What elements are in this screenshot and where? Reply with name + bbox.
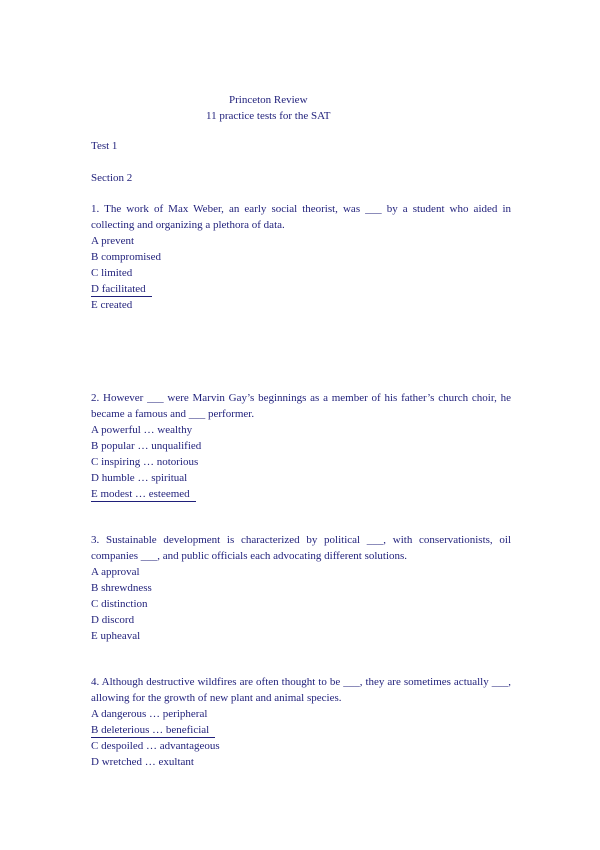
answer-marker: B deleterious … beneficial [91, 723, 215, 738]
option-b: B compromised [91, 251, 161, 263]
option-b: B shrewdness [91, 582, 152, 594]
question-text: 3. Sustainable development is characterized by political ___, with conservationists, oil companies ___, and public officials each advocating different solutions. [91, 534, 511, 562]
option-c: C distinction [91, 598, 148, 610]
option-c: C despoiled … advantageous [91, 740, 220, 752]
header-title: Princeton Review [229, 94, 308, 106]
test-label: Test 1 [91, 140, 118, 152]
header-subtitle: 11 practice tests for the SAT [206, 110, 331, 122]
option-c: C inspiring … notorious [91, 456, 199, 468]
option-d: D discord [91, 614, 135, 626]
option-a: A approval [91, 566, 140, 578]
question-text: 1. The work of Max Weber, an early social theorist, was ___ by a student who aided in collecting and organizing a plethora of data. [91, 203, 511, 231]
option-e: E created [91, 299, 133, 311]
option-e-selected [91, 486, 511, 502]
question-1 [91, 201, 511, 313]
option-b: B popular … unqualified [91, 440, 202, 452]
option-d-selected [91, 281, 511, 297]
question-text: 4. Although destructive wildfires are often thought to be ___, they are sometimes actually ___, allowing for the growth of new plant and animal species. [91, 676, 511, 704]
option-a: A dangerous … peripheral [91, 708, 208, 720]
section-label: Section 2 [91, 172, 133, 184]
question-2 [91, 390, 511, 502]
option-d: D wretched … exultant [91, 756, 194, 768]
answer-marker: D facilitated [91, 282, 152, 297]
option-e: E upheaval [91, 630, 141, 642]
option-c: C limited [91, 267, 133, 279]
option-a: A prevent [91, 235, 135, 247]
option-b-selected [91, 722, 511, 738]
question-3 [91, 532, 511, 644]
answer-marker: E modest … esteemed [91, 487, 196, 502]
question-text: 2. However ___ were Marvin Gay’s beginnings as a member of his father’s church choir, he became a famous and ___ performer. [91, 392, 511, 420]
option-a: A powerful … wealthy [91, 424, 193, 436]
option-d: D humble … spiritual [91, 472, 188, 484]
question-4 [91, 674, 511, 770]
